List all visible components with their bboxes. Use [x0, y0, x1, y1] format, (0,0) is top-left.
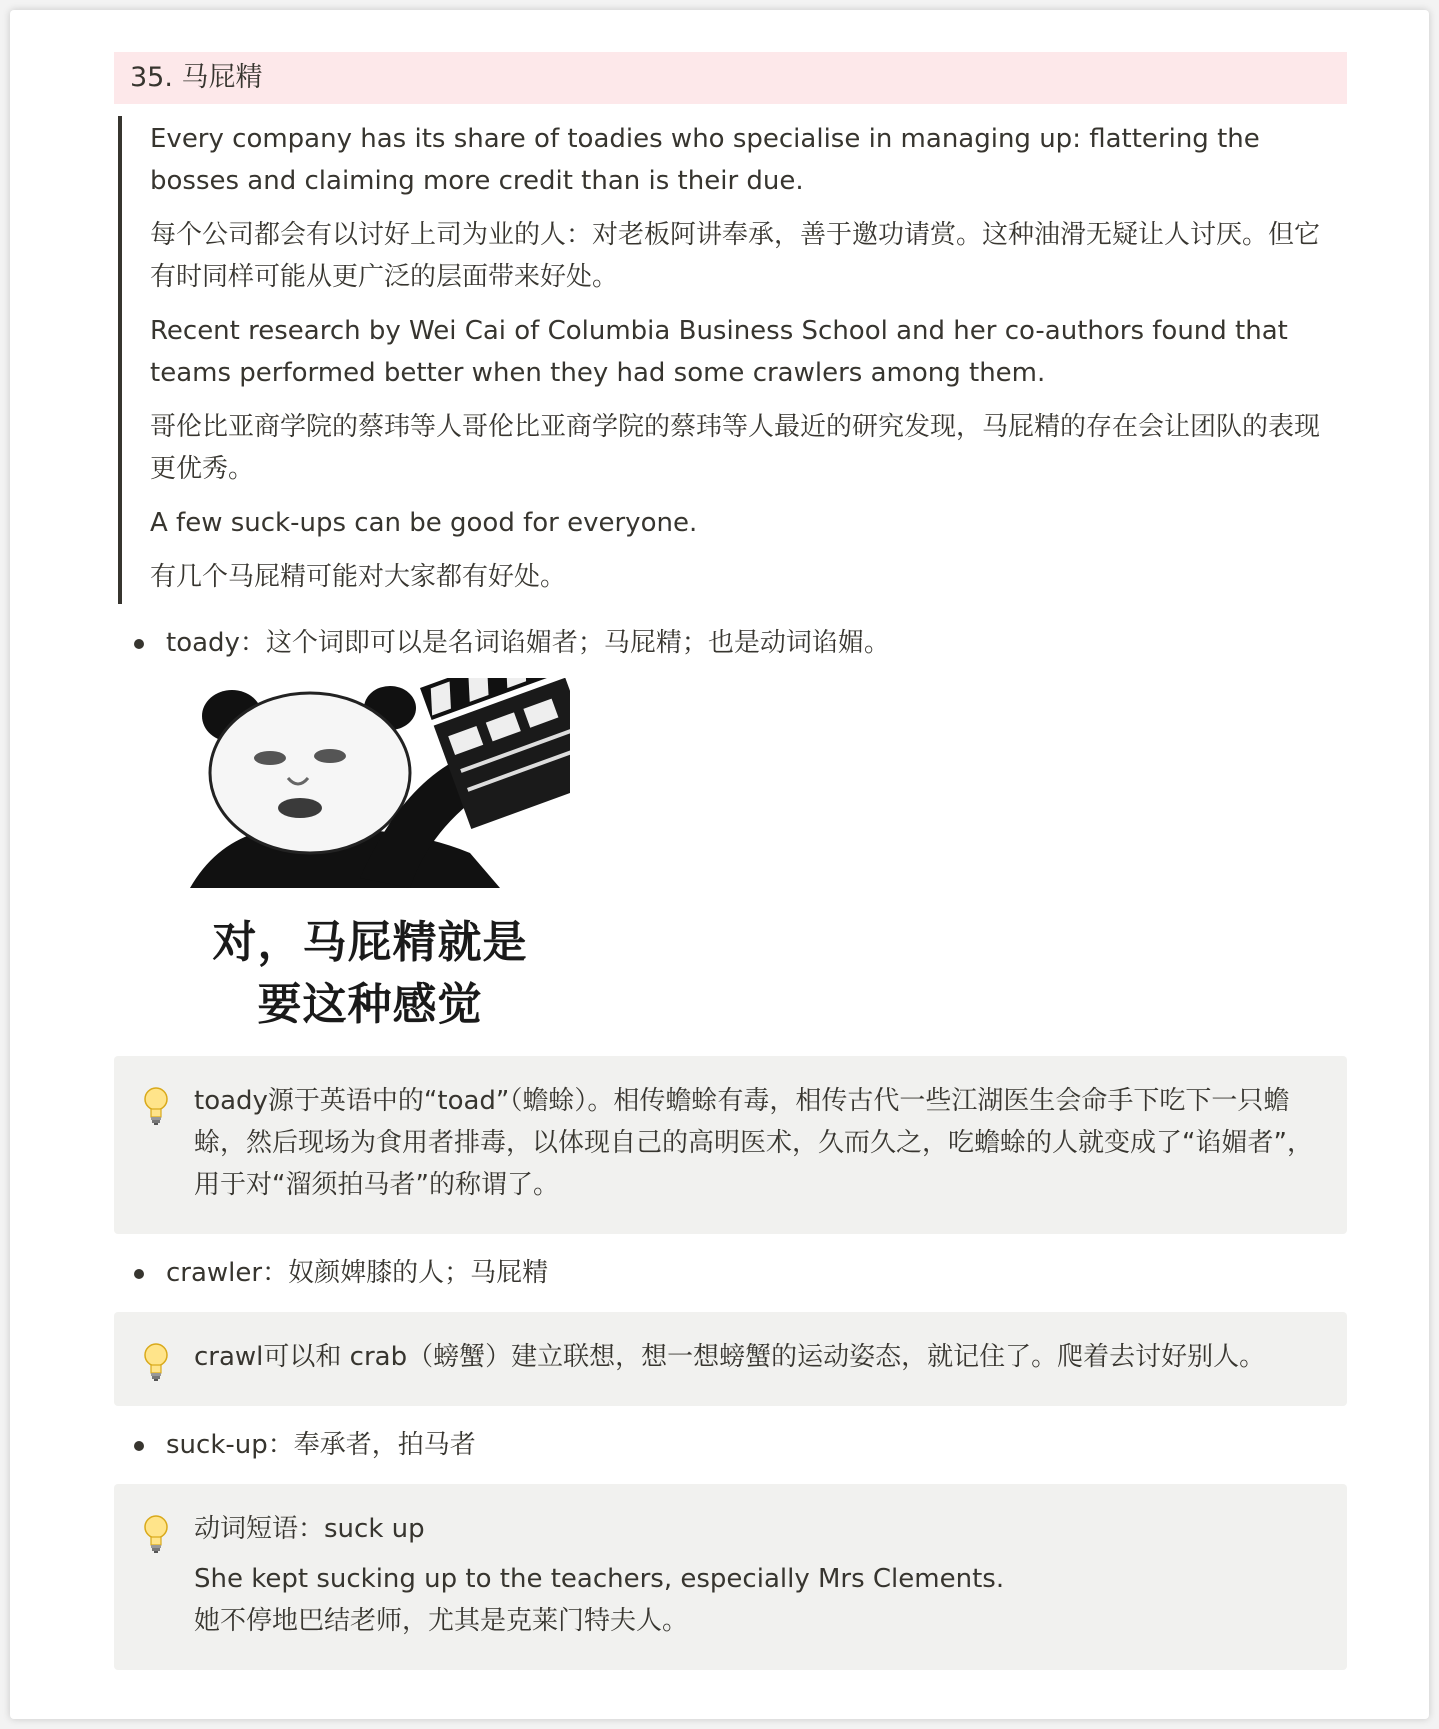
document-content: [114, 42, 1347, 1670]
panda-meme-illustration: [170, 678, 570, 908]
callout-suck-up: [114, 1484, 1347, 1670]
vocab-item-crawler: [114, 1252, 1347, 1294]
callout-text: toady源于英语中的“toad”（蟾蜍）。相传蟾蜍有毒，相传古代一些江湖医生会命手下吃下一只蟾蜍，然后现场为食用者排毒，以体现自己的高明医术，久而久之，吃蟾蜍的人就变成了“谄媚者”，用于对“溜须拍马者”的称谓了。: [194, 1086, 1313, 1200]
quote-paragraph: 哥伦比亚商学院的蔡玮等人哥伦比亚商学院的蔡玮等人最近的研究发现，马屁精的存在会让团队的表现更优秀。: [150, 412, 1321, 484]
vocab-term: toady：这个词即可以是名词谄媚者；马屁精；也是动词谄媚。: [166, 628, 890, 658]
callout-text: crawl可以和 crab（螃蟹）建立联想，想一想螃蟹的运动姿态，就记住了。爬着去讨好别人。: [194, 1342, 1266, 1372]
lightbulb-icon: [142, 1342, 170, 1382]
bullet-dot: [134, 1269, 144, 1279]
bullet-dot: [134, 1441, 144, 1451]
callout-text: 她不停地巴结老师，尤其是克莱门特夫人。: [194, 1606, 689, 1636]
callout-text: 动词短语：suck up: [194, 1514, 425, 1544]
callout-crawler: [114, 1312, 1347, 1406]
meme-caption-line1: 对，马屁精就是: [212, 917, 528, 968]
callout-text: She kept sucking up to the teachers, especially Mrs Clements.: [194, 1564, 1005, 1594]
meme-caption-line2: 要这种感觉: [257, 979, 483, 1030]
quote-paragraph: Recent research by Wei Cai of Columbia Business School and her co-authors found that teams performed better when they had some crawlers among them.: [150, 316, 1288, 388]
vocab-term: crawler：奴颜婢膝的人；马屁精: [166, 1258, 549, 1288]
vocab-item-suck-up: [114, 1424, 1347, 1466]
document-page: [10, 10, 1429, 1719]
section-title: 35. 马屁精: [130, 62, 263, 93]
bullet-dot: [134, 639, 144, 649]
lightbulb-icon: [142, 1514, 170, 1554]
quote-block: [118, 116, 1347, 604]
vocab-term: suck-up：奉承者，拍马者: [166, 1430, 476, 1460]
callout-toady: [114, 1056, 1347, 1234]
lightbulb-icon: [142, 1086, 170, 1126]
quote-paragraph: 每个公司都会有以讨好上司为业的人：对老板阿讲奉承，善于邀功请赏。这种油滑无疑让人讨厌。但它有时同样可能从更广泛的层面带来好处。: [150, 220, 1321, 292]
quote-paragraph: Every company has its share of toadies who specialise in managing up: flattering the bosses and claiming more credit than is their due.: [150, 124, 1260, 196]
quote-paragraph: A few suck-ups can be good for everyone.: [150, 508, 698, 538]
quote-paragraph: 有几个马屁精可能对大家都有好处。: [150, 562, 567, 592]
section-heading: [114, 52, 1347, 104]
vocab-item-toady: [114, 622, 1347, 664]
meme-image: [170, 678, 570, 1038]
